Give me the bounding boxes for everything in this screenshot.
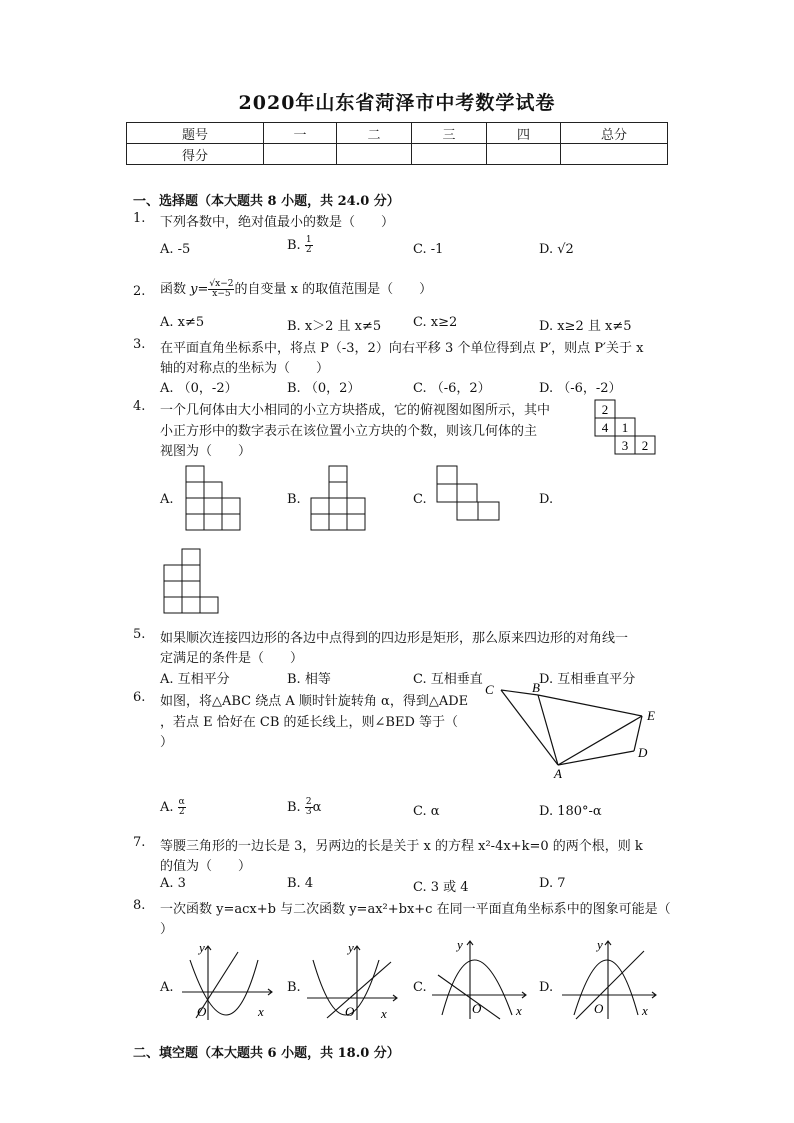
alpha-symbol: α — [312, 800, 322, 815]
question-5-line2: 定满足的条件是（ ） — [160, 651, 304, 666]
question-2-text — [160, 278, 432, 299]
q3-option-d[interactable]: D. （-6，-2） — [539, 381, 622, 396]
q7-option-c[interactable]: C. 3 或 4 — [413, 880, 469, 895]
q4-option-c[interactable]: C. — [413, 492, 427, 507]
q3-option-b[interactable]: B. （0，2） — [287, 381, 361, 396]
question-number: 7. — [133, 835, 146, 850]
q2-option-a[interactable]: A. x≠5 — [160, 315, 205, 330]
score-cell[interactable] — [412, 144, 487, 165]
axis-label-y: y — [348, 940, 354, 955]
fraction: $\frac{√x-2}{x-5}$ — [209, 279, 234, 299]
option-label: B. — [287, 800, 301, 815]
q4-option-d[interactable]: D. — [539, 492, 554, 507]
page-title: 2020年山东省菏泽市中考数学试卷 — [238, 92, 556, 114]
question-6-line3: ） — [160, 735, 174, 750]
score-header-cell: 总分 — [561, 123, 668, 144]
q6-option-b[interactable] — [287, 798, 321, 817]
score-cell[interactable] — [337, 144, 412, 165]
q5-option-a[interactable]: A. 互相平分 — [160, 672, 230, 687]
question-4-line1: 一个几何体由大小相同的小立方块搭成，它的俯视图如图所示，其中 — [160, 403, 551, 418]
point-label-b: B — [532, 680, 540, 695]
q3-option-c[interactable]: C. （-6，2） — [413, 381, 491, 396]
q6-option-d[interactable]: D. 180°-α — [539, 804, 602, 819]
grid-count: 2 — [601, 402, 609, 417]
question-6-line2: ，若点 E 恰好在 CB 的延长线上，则∠BED 等于（ — [160, 715, 459, 730]
question-number: 4. — [133, 399, 146, 414]
grid-count: 2 — [641, 438, 649, 453]
point-label-a: A — [554, 766, 562, 781]
question-number: 6. — [133, 690, 146, 705]
option-label: A. — [160, 800, 174, 815]
q6-option-c[interactable]: C. α — [413, 804, 440, 819]
rotation-figure — [480, 680, 665, 783]
score-row-label: 得分 — [127, 144, 264, 165]
score-table — [126, 122, 668, 165]
q4-option-b[interactable]: B. — [287, 492, 301, 507]
q4-view-c[interactable] — [437, 466, 503, 532]
q8-graph-c[interactable] — [430, 935, 530, 1021]
q1-option-c[interactable]: C. -1 — [413, 242, 444, 257]
point-label-d: D — [638, 745, 648, 760]
q1-option-d[interactable] — [539, 242, 574, 257]
origin-label: O — [594, 1001, 604, 1016]
score-cell[interactable] — [264, 144, 337, 165]
score-header-cell: 一 — [264, 123, 337, 144]
question-3-line1: 在平面直角坐标系中，将点 P（-3，2）向右平移 3 个单位得到点 P′，则点 P′关于 x — [160, 341, 644, 356]
option-label: B. — [287, 238, 301, 253]
q4-view-b[interactable] — [311, 466, 365, 532]
axis-label-x: x — [258, 1004, 264, 1019]
q8-option-a[interactable]: A. — [160, 980, 174, 995]
q8-graph-d[interactable] — [560, 935, 660, 1021]
q8-option-c[interactable]: C. — [413, 980, 427, 995]
q7-option-d[interactable]: D. 7 — [539, 876, 566, 891]
axis-label-y: y — [199, 940, 205, 955]
origin-label: O — [197, 1004, 207, 1019]
axis-label-x: x — [642, 1003, 648, 1018]
fraction: $\frac{2}{3}$ — [305, 797, 312, 817]
score-cell[interactable] — [561, 144, 668, 165]
question-8-line1: 一次函数 y=acx+b 与二次函数 y=ax²+bx+c 在同一平面直角坐标系中的图象可能是（ — [160, 902, 671, 917]
q8-graph-b[interactable] — [305, 940, 401, 1022]
question-number: 2. — [133, 284, 146, 299]
grid-count: 1 — [621, 420, 629, 435]
q5-option-d[interactable]: D. 互相垂直平分 — [539, 672, 636, 687]
grid-count: 4 — [601, 420, 609, 435]
question-7-line2: 的值为（ ） — [160, 859, 252, 874]
question-4-line3: 视图为（ ） — [160, 444, 252, 459]
fraction: $\frac{\alpha}{2}$ — [178, 797, 185, 817]
axis-label-y: y — [457, 937, 463, 952]
fraction: $\frac{1}{2}$ — [305, 235, 312, 255]
q4-option-a[interactable]: A. — [160, 492, 174, 507]
q2-option-b[interactable]: B. x＞2 且 x≠5 — [287, 319, 382, 334]
q8-option-d[interactable]: D. — [539, 980, 554, 995]
q5-option-c[interactable]: C. 互相垂直 — [413, 672, 483, 687]
q7-option-b[interactable]: B. 4 — [287, 876, 314, 891]
question-4-line2: 小正方形中的数字表示在该位置小立方块的个数，则该几何体的主 — [160, 424, 538, 439]
q4-view-a[interactable] — [186, 466, 240, 532]
q8-option-b[interactable]: B. — [287, 980, 301, 995]
q8-graph-a[interactable] — [180, 940, 276, 1022]
q2-option-c[interactable]: C. x≥2 — [413, 315, 458, 330]
q3-option-a[interactable]: A. （0，-2） — [160, 381, 238, 396]
grid-count: 3 — [621, 438, 629, 453]
question-8-line2: ） — [160, 922, 174, 937]
q2-function: y= — [190, 282, 209, 297]
section-heading-choice: 一、选择题（本大题共 8 小题，共 24.0 分） — [133, 194, 400, 209]
score-header-cell: 题号 — [127, 123, 264, 144]
q2-suffix: 的自变量 x 的取值范围是（ ） — [234, 282, 433, 297]
question-number: 1. — [133, 211, 146, 226]
top-view-grid — [595, 400, 659, 458]
origin-label: O — [345, 1004, 355, 1019]
sqrt-value: √2 — [557, 242, 574, 257]
question-3-line2: 轴的对称点的坐标为（ ） — [160, 361, 330, 376]
score-header-cell: 二 — [337, 123, 412, 144]
question-1-text: 下列各数中，绝对值最小的数是（ ） — [160, 215, 395, 230]
q1-option-a[interactable]: A. -5 — [160, 242, 191, 257]
q2-option-d[interactable]: D. x≥2 且 x≠5 — [539, 319, 632, 334]
question-number: 5. — [133, 627, 146, 642]
score-header-cell: 三 — [412, 123, 487, 144]
q4-view-d[interactable] — [164, 549, 218, 617]
q6-option-a[interactable] — [160, 798, 186, 817]
origin-label: O — [472, 1001, 482, 1016]
option-label: D. — [539, 242, 554, 257]
question-number: 3. — [133, 337, 146, 352]
section-heading-fill: 二、填空题（本大题共 6 小题，共 18.0 分） — [133, 1046, 400, 1061]
point-label-e: E — [647, 708, 655, 723]
axis-label-y: y — [597, 937, 603, 952]
axis-label-x: x — [381, 1006, 387, 1021]
score-header-cell: 四 — [487, 123, 561, 144]
axis-label-x: x — [516, 1003, 522, 1018]
q2-prefix: 函数 — [160, 282, 191, 297]
question-5-line1: 如果顺次连接四边形的各边中点得到的四边形是矩形，那么原来四边形的对角线一 — [160, 631, 629, 646]
question-number: 8. — [133, 898, 146, 913]
q1-option-b[interactable] — [287, 236, 313, 255]
question-7-line1: 等腰三角形的一边长是 3，另两边的长是关于 x 的方程 x²-4x+k=0 的两个根，则 k — [160, 839, 643, 854]
point-label-c: C — [485, 682, 494, 697]
score-cell[interactable] — [487, 144, 561, 165]
question-6-line1: 如图，将△ABC 绕点 A 顺时针旋转角 α，得到△ADE — [160, 694, 469, 709]
q7-option-a[interactable]: A. 3 — [160, 876, 186, 891]
q5-option-b[interactable]: B. 相等 — [287, 672, 331, 687]
